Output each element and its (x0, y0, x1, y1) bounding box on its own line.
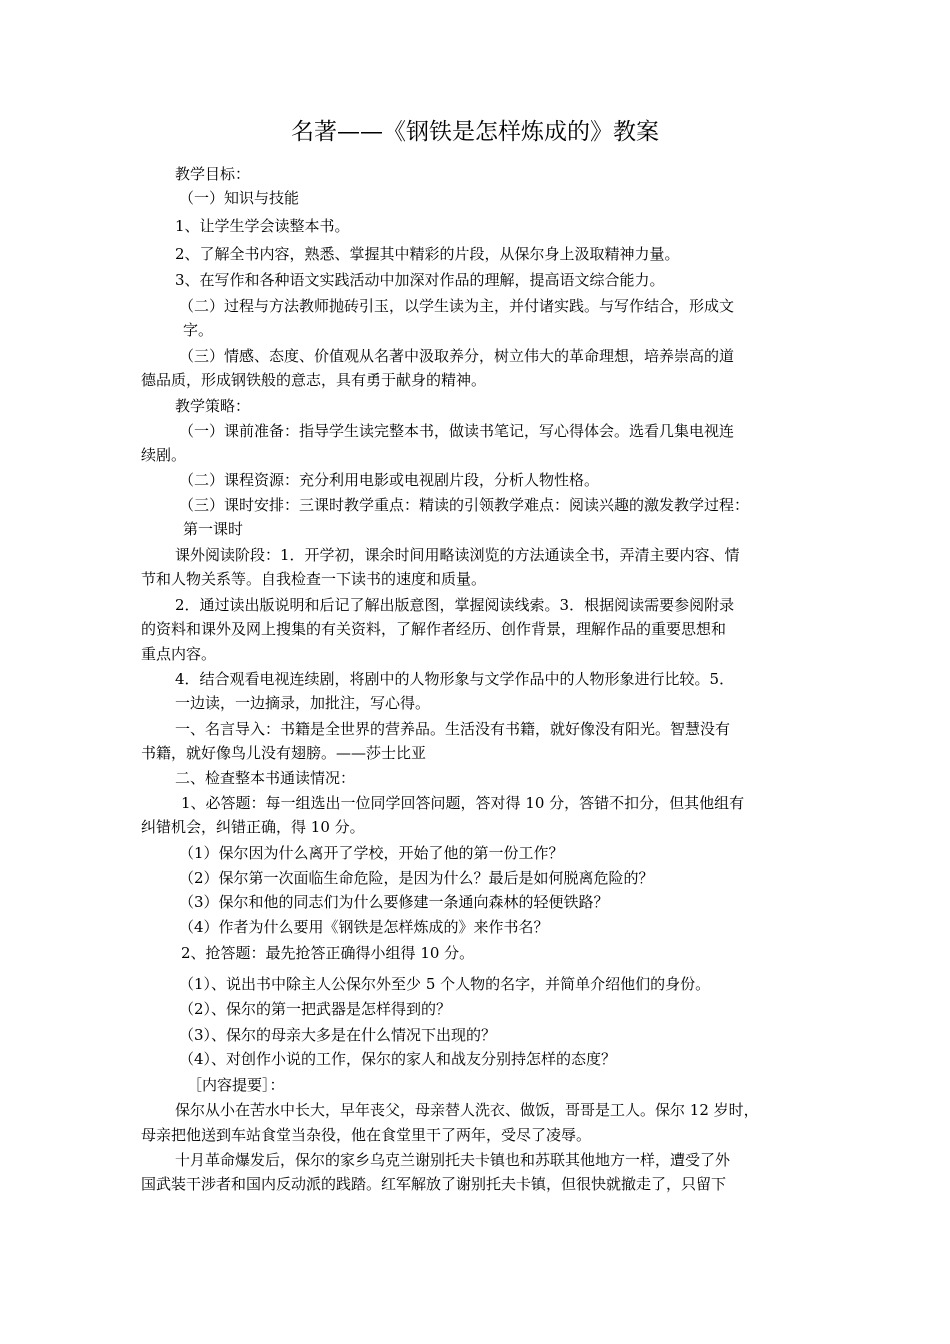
text-line: （二）过程与方法教师抛砖引玉，以学生读为主，并付诸实践。与写作结合，形成文 (179, 297, 735, 315)
text-line: 德品质，形成钢铁般的意志，具有勇于献身的精神。 (141, 371, 487, 389)
text-line: （4）、对创作小说的工作，保尔的家人和战友分别持怎样的态度？ (179, 1050, 617, 1068)
text-line: 的资料和课外及网上搜集的有关资料，了解作者经历、创作背景，理解作品的重要思想和 (141, 620, 727, 638)
text-line: （4）作者为什么要用《钢铁是怎样炼成的》来作书名？ (179, 918, 549, 936)
text-line: （3）保尔和他的同志们为什么要修建一条通向森林的轻便铁路？ (179, 893, 609, 911)
text-line: 国武装干涉者和国内反动派的践踏。红军解放了谢别托夫卡镇，但很快就撤走了，只留下 (141, 1175, 727, 1193)
text-line: 1、必答题：每一组选出一位同学回答问题，答对得 10 分，答错不扣分，但其他组有 (181, 794, 745, 812)
text-line: （1）保尔因为什么离开了学校，开始了他的第一份工作？ (179, 844, 564, 862)
text-line: 保尔从小在苦水中长大，早年丧父，母亲替人洗衣、做饭，哥哥是工人。保尔 12 岁时， (175, 1101, 759, 1119)
text-line: （二）课程资源：充分利用电影或电视剧片段，分析人物性格。 (179, 471, 600, 489)
text-line: （2）、保尔的第一把武器是怎样得到的？ (179, 1000, 452, 1018)
text-line: （一）知识与技能 (179, 189, 300, 207)
text-line: 重点内容。 (141, 645, 217, 663)
text-line: （2）保尔第一次面临生命危险，是因为什么？最后是如何脱离危险的？ (179, 869, 654, 887)
document-title: 名著——《钢铁是怎样炼成的》教案 (291, 119, 659, 145)
text-line: 2、了解全书内容，熟悉、掌握其中精彩的片段，从保尔身上汲取精神力量。 (175, 245, 680, 263)
text-line: （3）、保尔的母亲大多是在什么情况下出现的？ (179, 1026, 497, 1044)
text-line: 二、检查整本书通读情况： (175, 769, 356, 787)
text-line: （三）课时安排：三课时教学重点：精读的引领教学难点：阅读兴趣的激发教学过程： (179, 496, 750, 514)
text-line: 节和人物关系等。自我检查一下读书的速度和质量。 (141, 570, 487, 588)
text-line: 书籍，就好像鸟儿没有翅膀。——莎士比亚 (141, 744, 427, 762)
text-line: （一）课前准备：指导学生读完整本书，做读书笔记，写心得体会。选看几集电视连 (179, 422, 735, 440)
text-line: 教学策略： (175, 397, 251, 415)
text-line: （三）情感、态度、价值观从名著中汲取养分，树立伟大的革命理想，培养崇高的道 (179, 347, 735, 365)
text-line: 一、名言导入：书籍是全世界的营养品。生活没有书籍，就好像没有阳光。智慧没有 (175, 720, 731, 738)
text-line: 3、在写作和各种语文实践活动中加深对作品的理解，提高语文综合能力。 (175, 271, 665, 289)
text-line: 纠错机会，纠错正确，得 10 分。 (141, 818, 365, 836)
text-line: 2、抢答题：最先抢答正确得小组得 10 分。 (181, 944, 475, 962)
text-line: 第一课时 (183, 520, 244, 538)
text-line: 4．结合观看电视连续剧，将剧中的人物形象与文学作品中的人物形象进行比较。5． (175, 670, 735, 688)
text-line: 续剧。 (141, 446, 187, 464)
text-line: 教学目标： (175, 165, 251, 183)
text-line: 母亲把他送到车站食堂当杂役，他在食堂里干了两年，受尽了凌辱。 (141, 1126, 592, 1144)
text-line: 课外阅读阶段：1．开学初，课余时间用略读浏览的方法通读全书，弄清主要内容、情 (175, 546, 740, 564)
text-line: （1）、说出书中除主人公保尔外至少 5 个人物的名字，并简单介绍他们的身份。 (179, 975, 711, 993)
text-line: 十月革命爆发后，保尔的家乡乌克兰谢别托夫卡镇也和苏联其他地方一样，遭受了外 (175, 1151, 731, 1169)
text-line: ［内容提要］： (187, 1076, 285, 1094)
text-line: 1、让学生学会读整本书。 (175, 217, 350, 235)
text-line: 2．通过读出版说明和后记了解出版意图，掌握阅读线索。3．根据阅读需要参阅附录 (175, 596, 735, 614)
text-line: 字。 (183, 321, 214, 339)
text-line: 一边读，一边摘录，加批注，写心得。 (175, 694, 431, 712)
